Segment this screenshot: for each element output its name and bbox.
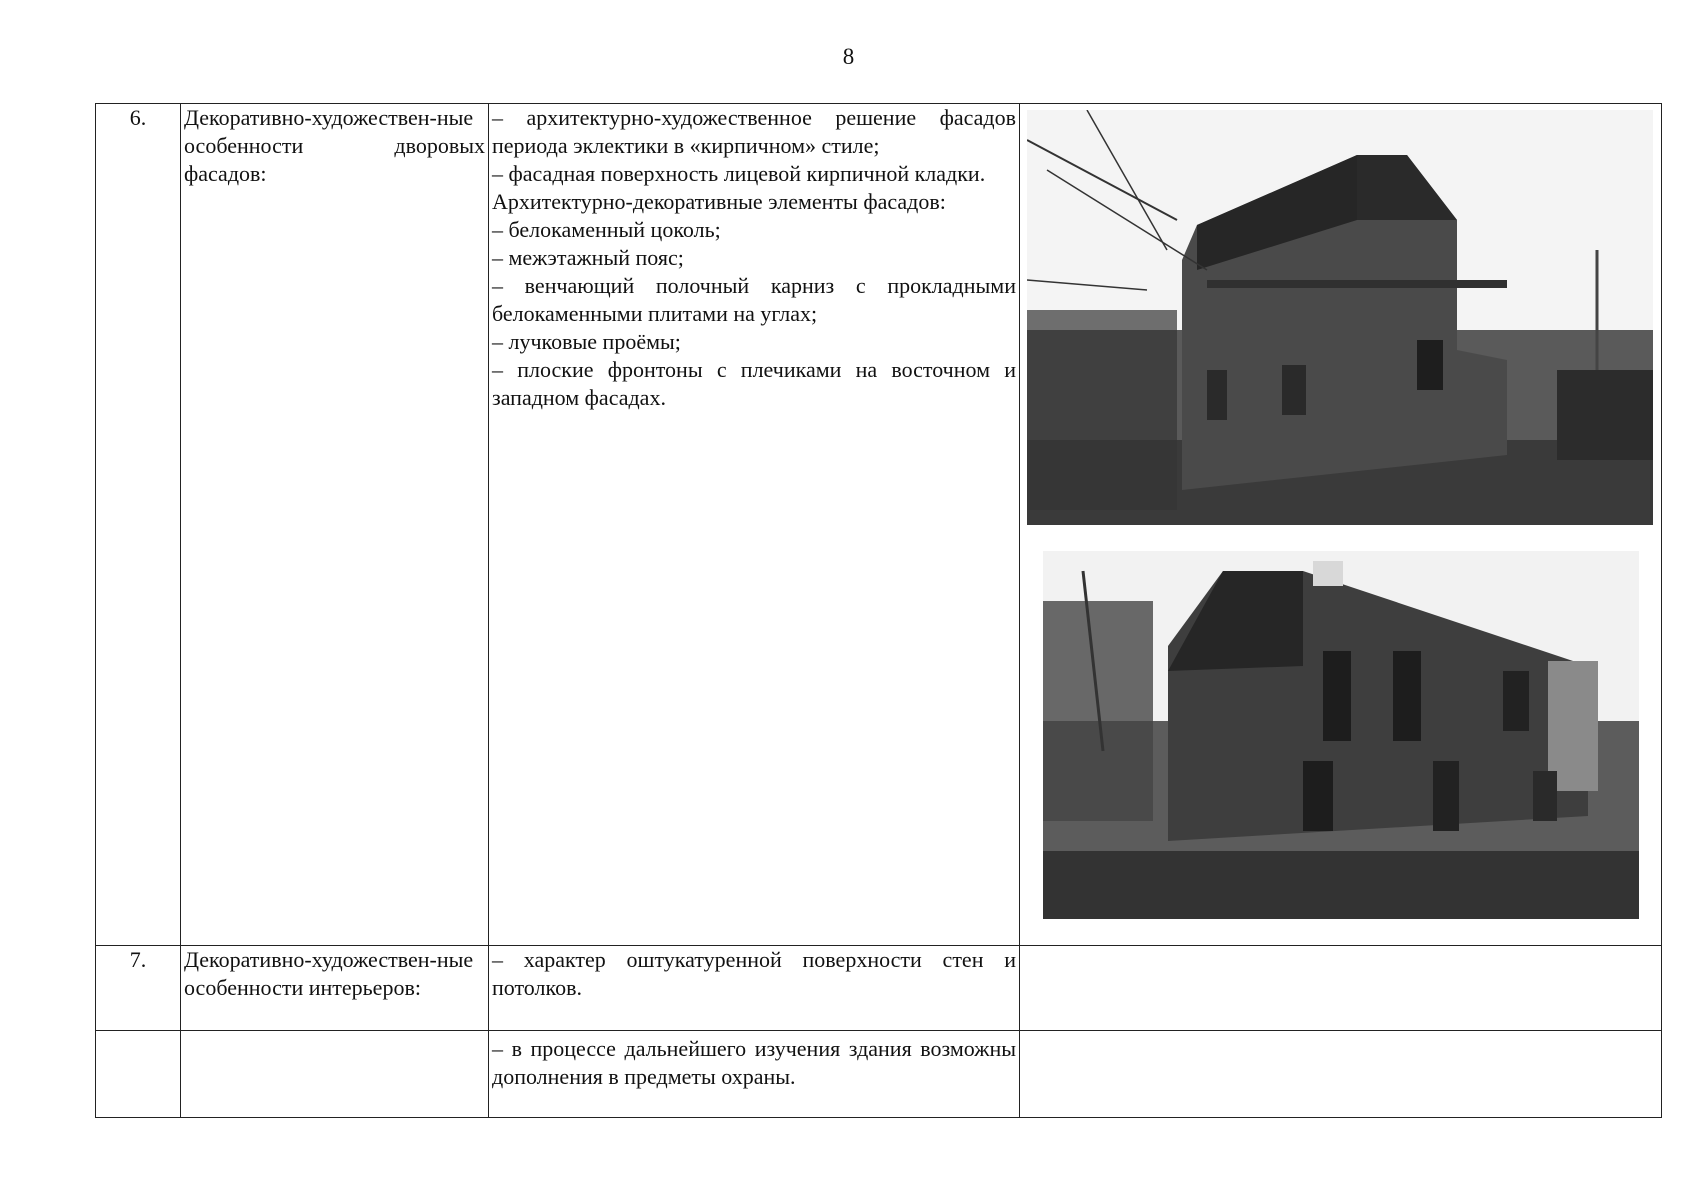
list-item: – плоские фронтоны с плечиками на восточном и западном фасадах. xyxy=(492,357,1016,410)
list-item: – архитектурно-художественное решение фасадов периода эклектики в «кирпичном» стиле; xyxy=(492,105,1016,158)
list-item: – в процессе дальнейшего изучения здания возможны дополнения в предметы охраны. xyxy=(492,1036,1016,1089)
row-title xyxy=(181,1031,489,1118)
list-item: Архитектурно-декоративные элементы фасадов: xyxy=(492,189,946,214)
list-item: – белокаменный цоколь; xyxy=(492,217,721,242)
row-title: Декоративно-художествен-ные особенности дворовых фасадов: xyxy=(181,104,489,946)
list-item: – венчающий полочный карниз с прокладными белокаменными плитами на углах; xyxy=(492,273,1016,326)
building-photo-1 xyxy=(1027,110,1653,525)
row-items xyxy=(489,946,1020,1031)
table-row xyxy=(96,1031,1662,1118)
list-item: – лучковые проёмы; xyxy=(492,329,681,354)
page-number: 8 xyxy=(842,44,855,69)
list-item: – фасадная поверхность лицевой кирпичной кладки. xyxy=(492,161,986,186)
row-number: 6. xyxy=(96,104,181,946)
row-items xyxy=(489,104,1020,946)
photo-cell xyxy=(1020,104,1662,946)
list-item: – межэтажный пояс; xyxy=(492,245,684,270)
row-number xyxy=(96,1031,181,1118)
building-photo-2 xyxy=(1043,551,1639,919)
empty-cell xyxy=(1020,946,1662,1031)
photo-top-wrap xyxy=(1020,104,1661,525)
photo-bottom-wrap xyxy=(1020,551,1661,919)
row-title: Декоративно-художествен-ные особенности интерьеров: xyxy=(181,946,489,1031)
list-item: – характер оштукатуренной поверхности стен и потолков. xyxy=(492,947,1016,1000)
empty-cell xyxy=(1020,1031,1662,1118)
row-items xyxy=(489,1031,1020,1118)
row-number: 7. xyxy=(96,946,181,1031)
table-row xyxy=(96,104,1662,946)
table-row xyxy=(96,946,1662,1031)
protection-subjects-table xyxy=(95,103,1662,1118)
